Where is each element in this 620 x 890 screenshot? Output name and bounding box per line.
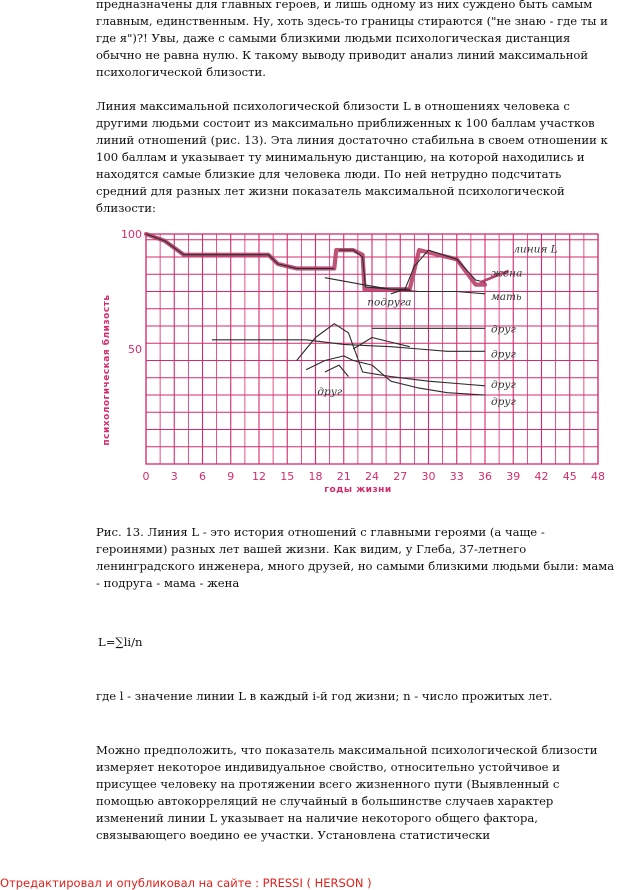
x-axis-label: годы жизни (324, 485, 392, 495)
x-tick-label: 3 (170, 470, 178, 483)
series-label: жена (491, 267, 523, 280)
y-tick-label: 50 (128, 343, 142, 356)
x-tick-label: 18 (308, 470, 323, 483)
x-ticks (143, 470, 606, 483)
x-tick-label: 12 (252, 470, 266, 483)
paragraph-conclusion: Можно предположить, что показатель максимальной психологической близости измеряет некоторое индивидуальное свойство, относительно устойчивое и присущее человеку на протяжении всего жизненного пути (Выявленный с помощью автокорреляций не случайный в большинстве случаев характер изменений линии L указывает на наличие некоторого общего фактора, связывающего воедино ее участки. Установлена статистически (96, 743, 598, 842)
x-tick-label: 6 (199, 470, 206, 483)
series-label: мать (491, 290, 522, 303)
series-label: друг (491, 348, 516, 361)
x-tick-label: 27 (393, 470, 408, 483)
footer-credit: Отредактировал и опубликовал на сайте : PRESSI ( HERSON ) (0, 876, 372, 890)
formula-explanation: где l - значение линии L в каждый i-й год жизни; n - число прожитых лет. (96, 689, 553, 703)
figure-13-chart (90, 218, 620, 500)
series-line (212, 340, 485, 352)
series-label: подруга (367, 296, 412, 309)
series-line (339, 250, 410, 289)
series-label: линия L (513, 243, 558, 256)
y-axis-label: психологическая близость (102, 294, 112, 446)
x-tick-label: 15 (280, 470, 295, 483)
y-ticks (121, 228, 142, 356)
x-tick-label: 33 (449, 470, 464, 483)
paragraph-intro: предназначены для главных героев, и лишь одному из них суждено быть самым главным, единственным. Ну, хоть здесь-то границы стираются ("не знаю - где ты и где я")?! Увы, даже с самыми близкими людьми психологическая дистанция обычно не равна нулю. К такому выводу приводит анализ линий максимальной психологической близости. (96, 0, 608, 79)
chart-grid (146, 234, 598, 464)
x-tick-label: 21 (336, 470, 351, 483)
x-tick-label: 48 (591, 470, 605, 483)
x-tick-label: 45 (562, 470, 577, 483)
x-tick-label: 24 (365, 470, 379, 483)
x-tick-label: 39 (506, 470, 521, 483)
series-label: друг (317, 386, 343, 398)
x-tick-label: 30 (421, 470, 436, 483)
chart-svg (90, 218, 620, 500)
y-tick-label: 100 (121, 228, 142, 241)
x-tick-label: 9 (227, 470, 235, 483)
paragraph-line-l: Линия максимальной психологической близости L в отношениях человека с другими людьми состоит из максимально приближенных к 100 баллам участков линий отношений (рис. 13). Эта линия достаточно стабильна в своем отношении к 100 баллам и указывает ту минимальную дистанцию, на которой находились и находятся самые близкие для человека люди. По ней нетрудно подсчитать средний для разных лет жизни показатель максимальной психологической близости: (96, 99, 608, 215)
series-label: друг (491, 378, 516, 391)
x-tick-label: 0 (142, 470, 150, 483)
series-line (325, 365, 349, 377)
x-tick-label: 36 (478, 470, 492, 483)
series-label: друг (491, 323, 516, 336)
x-tick-label: 42 (534, 470, 549, 483)
figure-caption: Рис. 13. Линия L - это история отношений с главными героями (а чаще - героинями) разных лет вашей жизни. Как видим, у Глеба, 37-летнего ленинградского инженера, много друзей, но самыми близкими людьми были: мама - подруга - мама - жена (96, 525, 615, 590)
series-label: друг (491, 396, 516, 408)
formula: L=∑li/n (98, 635, 143, 649)
